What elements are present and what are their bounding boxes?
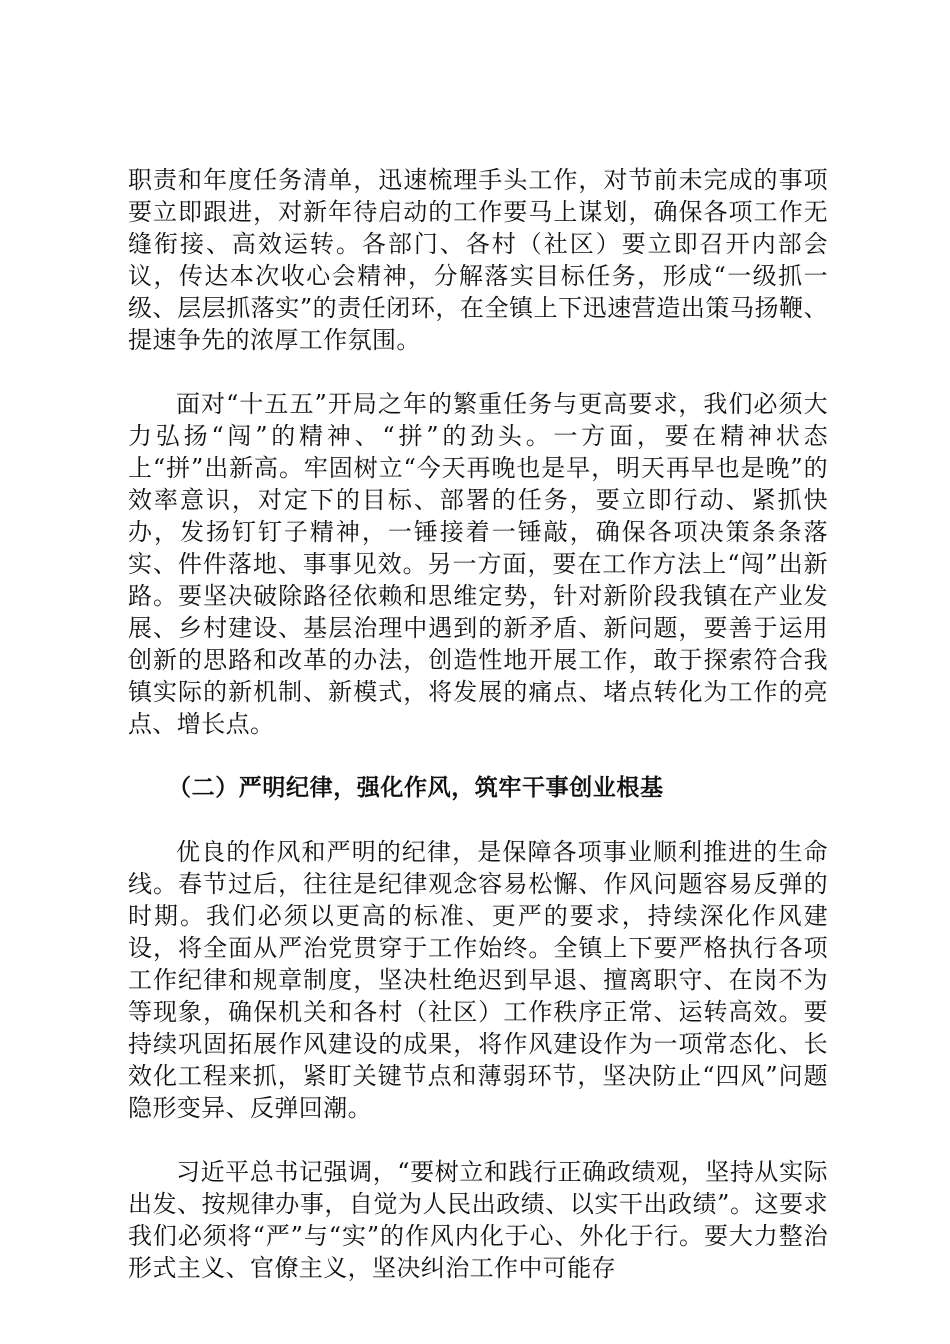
paragraph-continuation: 职责和年度任务清单，迅速梳理手头工作，对节前未完成的事项要立即跟进，对新年待启动的工作要马上谋划，确保各项工作无缝衔接、高效运转。各部门、各村（社区）要立即召开内部会议，传达本次收心会精神，分解落实目标任务，形成“一级抓一级、层层抓落实”的责任闭环，在全镇上下迅速营造出策马扬鞭、提速争先的浓厚工作氛围。 <box>128 166 828 354</box>
section-heading: （二）严明纪律，强化作风，筑牢干事创业根基 <box>168 775 664 801</box>
paragraph-quote: 习近平总书记强调，“要树立和践行正确政绩观，坚持从实际出发、按规律办事，自觉为人民出政绩、以实干出政绩”。这要求我们必须将“严”与“实”的作风内化于心、外化于行。要大力整治形式主义、官僚主义，坚决纠治工作中可能存 <box>128 1158 828 1282</box>
paragraph-discipline: 优良的作风和严明的纪律，是保障各项事业顺利推进的生命线。春节过后，往往是纪律观念容易松懈、作风问题容易反弹的时期。我们必须以更高的标准、更严的要求，持续深化作风建设，将全面从严治党贯穿于工作始终。全镇上下要严格执行各项工作纪律和规章制度，坚决杜绝迟到早退、擅离职守、在岗不为等现象，确保机关和各村（社区）工作秩序正常、运转高效。要持续巩固拓展作风建设的成果，将作风建设作为一项常态化、长效化工程来抓，紧盯关键节点和薄弱环节，坚决防止“四风”问题隐形变异、反弹回潮。 <box>128 838 828 1122</box>
document-body <box>128 164 828 1284</box>
paragraph-fifteen-five-plan: 面对“十五五”开局之年的繁重任务与更高要求，我们必须大力弘扬“闯”的精神、“拼”的劲头。一方面，要在精神状态上“拼”出新高。牢固树立“今天再晚也是早，明天再早也是晚”的效率意识，对定下的目标、部署的任务，要立即行动、紧抓快办，发扬钉钉子精神，一锤接着一锤敲，确保各项决策条条落实、件件落地、事事见效。另一方面，要在工作方法上“闯”出新路。要坚决破除路径依赖和思维定势，针对新阶段我镇在产业发展、乡村建设、基层治理中遇到的新矛盾、新问题，要善于运用创新的思路和改革的办法，创造性地开展工作，敢于探索符合我镇实际的新机制、新模式，将发展的痛点、堵点转化为工作的亮点、增长点。 <box>128 390 828 738</box>
